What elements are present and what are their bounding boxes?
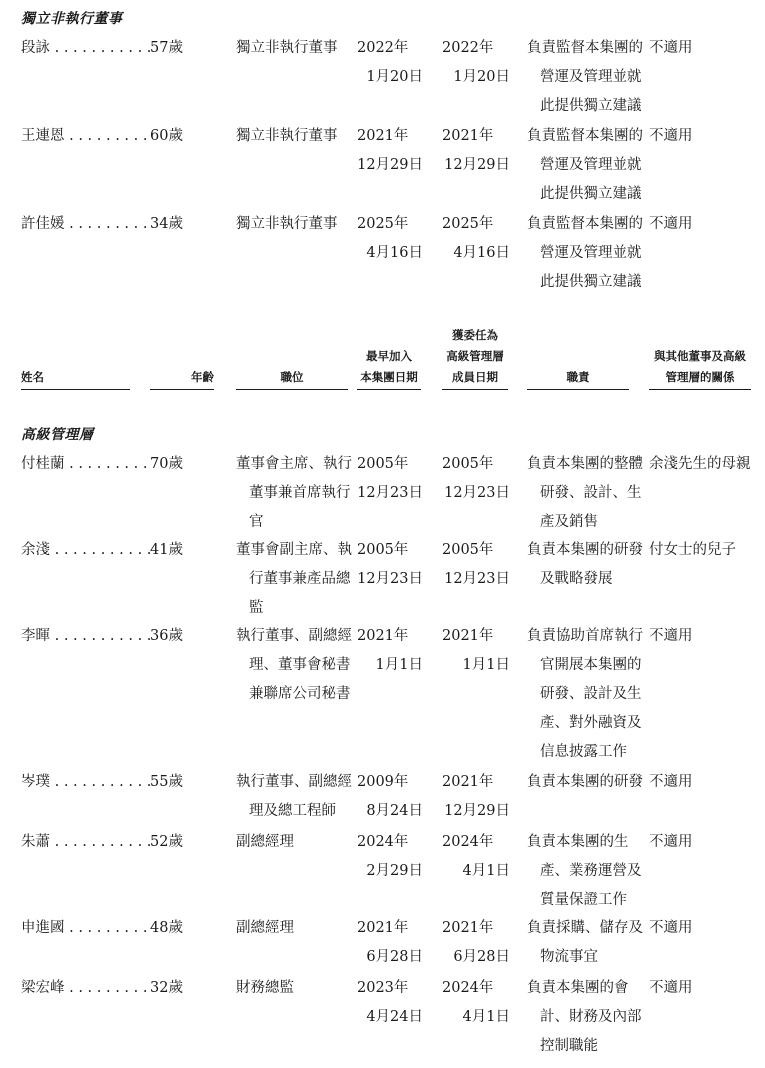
responsibility-line: 及戰略發展 [540,571,613,587]
person-name: 許佳媛 . . . . . . . . . [21,216,148,232]
person-age: 55歲 [150,774,183,790]
responsibility-line: 控制職能 [540,1038,598,1054]
relationship: 不適用 [649,980,693,996]
person-age: 60歲 [150,128,183,144]
responsibility-line: 負責本集團的整體 [527,456,643,472]
join-date-line: 2023年 [357,980,409,996]
responsibility-line: 產、業務運營及 [540,863,642,879]
person-position [236,768,352,826]
person-name: 梁宏峰 . . . . . . . . . [21,980,148,996]
header-responsibilities: 職責 [527,367,629,390]
person-position [236,622,352,709]
join-date-line: 2024年 [357,834,409,850]
join-date [357,34,435,92]
responsibility-line: 負責本集團的會 [527,980,629,996]
header-relationship [649,346,751,390]
responsibility-line: 官開展本集團的 [540,657,642,673]
person-age: 32歲 [150,980,183,996]
appointment-date-line: 2024年 [442,834,494,850]
position-line: 執行董事、副總經 [236,628,352,644]
join-date-line: 2025年 [357,216,409,232]
responsibility-line: 信息披露工作 [540,744,627,760]
position-line: 董事兼首席執行 [249,485,351,501]
responsibility-line: 研發、設計、生 [540,485,642,501]
appointment-date-line: 12月29日 [444,803,510,819]
join-date-line: 2005年 [357,456,409,472]
appointment-date-line: 2024年 [442,980,494,996]
responsibility-line: 負責監督本集團的 [527,128,643,144]
appointment-date-line: 4月1日 [462,863,510,879]
responsibility-line: 負責監督本集團的 [527,40,643,56]
join-date [357,828,435,886]
join-date-line: 4月16日 [366,245,423,261]
position-line: 官 [249,514,264,530]
relationship: 不適用 [649,834,693,850]
person-position [236,34,348,63]
person-age: 48歲 [150,920,183,936]
person-position [236,828,348,857]
responsibilities [527,914,643,972]
join-date-line: 2月29日 [366,863,423,879]
join-date [357,768,435,826]
header-join-date [357,346,421,390]
header-join-date-line: 本集團日期 [360,370,418,384]
join-date-line: 12月23日 [357,571,423,587]
join-date [357,622,435,680]
join-date-line: 1月1日 [375,657,423,673]
join-date-line: 2005年 [357,542,409,558]
join-date [357,914,435,972]
person-name: 余淺 . . . . . . . . . . . [21,542,152,558]
person-name: 岑璞 . . . . . . . . . . . [21,774,152,790]
responsibility-line: 產、對外融資及 [540,715,642,731]
position-line: 獨立非執行董事 [236,40,338,56]
appointment-date-line: 4月16日 [453,245,510,261]
responsibility-line: 營運及管理並就 [540,157,642,173]
relationship: 不適用 [649,920,693,936]
appointment-date-line: 2021年 [442,128,494,144]
join-date-line: 2021年 [357,128,409,144]
responsibilities [527,828,642,915]
person-name: 王連恩 . . . . . . . . . [21,128,148,144]
responsibilities [527,622,643,767]
header-relationship-line: 與其他董事及高級 [654,349,746,363]
responsibility-line: 負責本集團的研發 [527,774,643,790]
appointment-date-line: 1月1日 [462,657,510,673]
relationship: 不適用 [649,40,693,56]
header-appointment-date-line: 成員日期 [452,370,498,384]
relationship: 不適用 [649,216,693,232]
header-appointment-date-line: 獲委任為 [452,328,498,342]
appointment-date-line: 6月28日 [453,949,510,965]
position-line: 監 [249,600,264,616]
responsibility-line: 研發、設計及生 [540,686,642,702]
responsibility-line: 營運及管理並就 [540,69,642,85]
appointment-date-line: 4月1日 [462,1009,510,1025]
join-date-line: 2009年 [357,774,409,790]
section-title-senior: 高級管理層 [21,427,94,443]
appointment-date-line: 1月20日 [453,69,510,85]
person-name: 申進國 . . . . . . . . . [21,920,148,936]
position-line: 兼聯席公司秘書 [249,686,351,702]
appointment-date-line: 12月23日 [444,571,510,587]
header-name: 姓名 [21,367,130,390]
header-relationship-line: 管理層的關係 [665,370,735,384]
appointment-date-line: 2005年 [442,456,494,472]
responsibilities [527,210,643,297]
relationship: 不適用 [649,628,693,644]
appointment-date-line: 12月23日 [444,485,510,501]
appointment-date [442,34,522,92]
appointment-date [442,450,522,508]
header-age: 年齡 [150,367,214,390]
position-line: 董事會副主席、執 [236,542,352,558]
person-position [236,974,348,1003]
responsibility-line: 質量保證工作 [540,892,627,908]
responsibilities [527,34,643,121]
responsibility-line: 此提供獨立建議 [540,274,642,290]
person-age: 52歲 [150,834,183,850]
position-line: 理、董事會秘書 [249,657,351,673]
responsibilities [527,974,642,1061]
join-date-line: 12月23日 [357,485,423,501]
person-position [236,210,348,239]
join-date [357,122,435,180]
join-date-line: 2022年 [357,40,409,56]
responsibility-line: 計、財務及內部 [540,1009,642,1025]
person-age: 36歲 [150,628,183,644]
responsibility-line: 此提供獨立建議 [540,98,642,114]
person-name: 付桂蘭 . . . . . . . . . [21,456,148,472]
header-join-date-line: 最早加入 [366,349,412,363]
join-date-line: 12月29日 [357,157,423,173]
join-date [357,210,435,268]
relationship: 余淺先生的母親 [649,456,751,472]
appointment-date-line: 2021年 [442,628,494,644]
position-line: 董事會主席、執行 [236,456,352,472]
person-name: 李暉 . . . . . . . . . . . [21,628,152,644]
join-date [357,536,435,594]
header-position: 職位 [236,367,348,390]
appointment-date [442,210,522,268]
person-name: 段詠 . . . . . . . . . . . [21,40,152,56]
join-date-line: 2021年 [357,920,409,936]
header-appointment-date [442,325,508,390]
section-title-independent: 獨立非執行董事 [21,11,123,27]
relationship: 不適用 [649,774,693,790]
responsibility-line: 此提供獨立建議 [540,186,642,202]
join-date-line: 6月28日 [366,949,423,965]
responsibilities [527,450,643,537]
person-age: 41歲 [150,542,183,558]
relationship: 不適用 [649,128,693,144]
person-position [236,914,348,943]
join-date [357,974,435,1032]
appointment-date [442,828,522,886]
appointment-date [442,974,522,1032]
position-line: 理及總工程師 [249,803,336,819]
join-date-line: 8月24日 [366,803,423,819]
person-name: 朱蕭 . . . . . . . . . . . [21,834,152,850]
appointment-date [442,914,522,972]
appointment-date-line: 2021年 [442,774,494,790]
position-line: 副總經理 [236,920,294,936]
appointment-date [442,122,522,180]
table-header [0,320,765,392]
position-line: 副總經理 [236,834,294,850]
position-line: 獨立非執行董事 [236,216,338,232]
person-position [236,536,352,623]
appointment-date [442,622,522,680]
appointment-date-line: 2025年 [442,216,494,232]
responsibility-line: 營運及管理並就 [540,245,642,261]
position-line: 獨立非執行董事 [236,128,338,144]
position-line: 財務總監 [236,980,294,996]
join-date-line: 4月24日 [366,1009,423,1025]
responsibility-line: 負責採購、儲存及 [527,920,643,936]
appointment-date [442,536,522,594]
responsibilities [527,536,643,594]
responsibility-line: 負責本集團的生 [527,834,629,850]
appointment-date [442,768,522,826]
responsibilities [527,122,643,209]
person-age: 34歲 [150,216,183,232]
responsibility-line: 負責監督本集團的 [527,216,643,232]
appointment-date-line: 12月29日 [444,157,510,173]
responsibility-line: 物流事宜 [540,949,598,965]
position-line: 執行董事、副總經 [236,774,352,790]
person-age: 70歲 [150,456,183,472]
join-date-line: 1月20日 [366,69,423,85]
responsibility-line: 負責本集團的研發 [527,542,643,558]
relationship: 付女士的兒子 [649,542,736,558]
responsibility-line: 負責協助首席執行 [527,628,643,644]
person-position [236,122,348,151]
header-appointment-date-line: 高級管理層 [446,349,504,363]
person-position [236,450,352,537]
join-date-line: 2021年 [357,628,409,644]
responsibility-line: 產及銷售 [540,514,598,530]
appointment-date-line: 2022年 [442,40,494,56]
position-line: 行董事兼產品總 [249,571,351,587]
responsibilities [527,768,643,797]
appointment-date-line: 2021年 [442,920,494,936]
person-age: 57歲 [150,40,183,56]
join-date [357,450,435,508]
appointment-date-line: 2005年 [442,542,494,558]
